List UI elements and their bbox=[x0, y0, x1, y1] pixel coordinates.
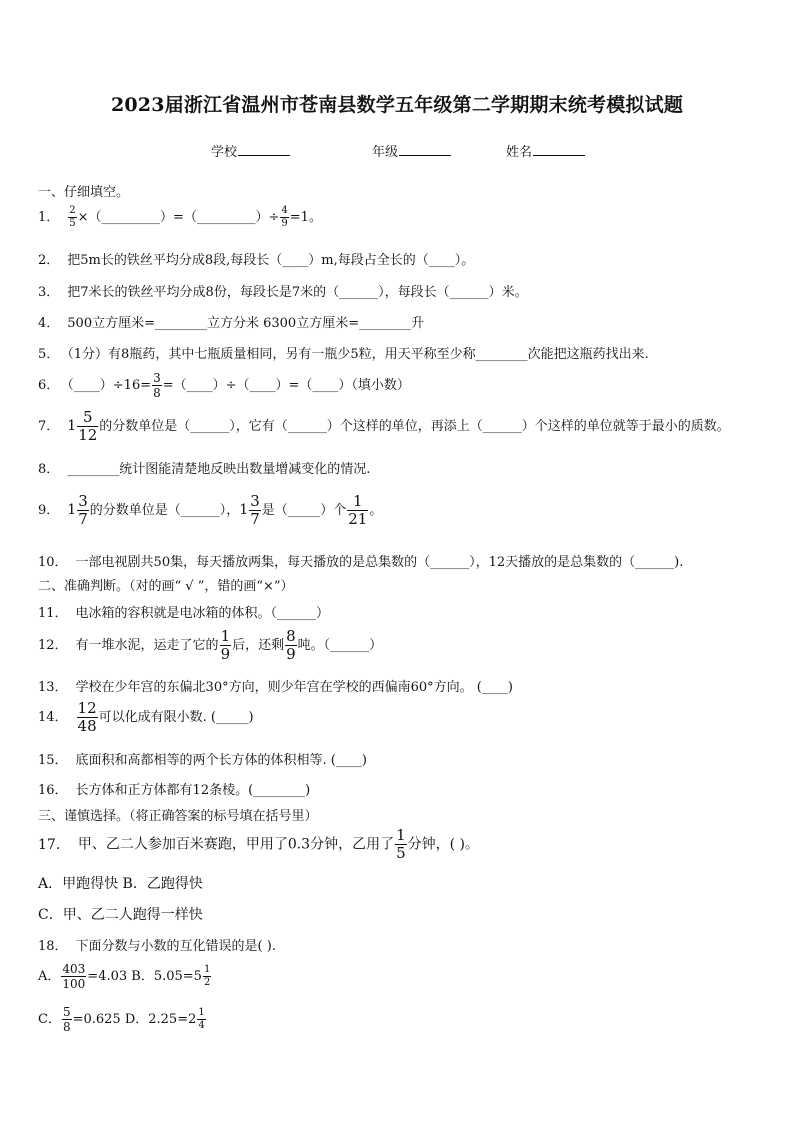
section-2-heading: 二、准确判断。（对的画“ √ ”，错的画“×”） bbox=[38, 579, 294, 594]
name-label: 姓名 bbox=[506, 145, 533, 160]
question-10: 10． 一部电视剧共50集，每天播放两集，每天播放的是总集数的（______），12天播放的是总集数的（______). bbox=[38, 555, 684, 570]
fraction: $\frac{403}{100}$ bbox=[62, 962, 86, 991]
fraction: $\frac{5}{8}$ bbox=[62, 1005, 71, 1034]
question-5: 5． （1分）有8瓶药，其中七瓶质量相同，另有一瓶少5粒，用天平称至少称________次能把这瓶药找出来. bbox=[38, 347, 649, 362]
question-9: 9． 1 $\frac{3}{7}$ 的分数单位是（______），1 $\frac{3}{7}$ 是（_____）个 $\frac{1}{21}$ 。 bbox=[38, 492, 383, 528]
question-18-options-cd: C． $\frac{5}{8}$ =0.625 D．2.25=2 $\frac{1}{4}$ bbox=[38, 1005, 205, 1034]
school-label: 学校 bbox=[211, 145, 238, 160]
section-1-heading: 一、仔细填空。 bbox=[38, 185, 130, 200]
fraction: $\frac{4}{9}$ bbox=[281, 205, 288, 229]
grade-label: 年级 bbox=[372, 145, 399, 160]
school-field bbox=[211, 141, 290, 160]
fraction: $\frac{5}{12}$ bbox=[78, 408, 98, 444]
school-blank[interactable] bbox=[238, 143, 290, 156]
fraction: $\frac{1}{21}$ bbox=[348, 492, 368, 528]
fraction: $\frac{3}{8}$ bbox=[153, 371, 161, 400]
question-18-options-ab: A． $\frac{403}{100}$ =4.03 B．5.05=5 $\frac{1}{2}$ bbox=[38, 962, 211, 991]
question-2: 2． 把5m长的铁丝平均分成8段,每段长（____）m,每段占全长的（____）。 bbox=[38, 253, 475, 268]
name-blank[interactable] bbox=[533, 143, 585, 156]
question-16: 16． 长方体和正方体都有12条棱。(________) bbox=[38, 783, 311, 798]
question-number: 1． bbox=[38, 210, 60, 225]
name-field bbox=[506, 141, 585, 160]
question-17-options-ab: A．甲跑得快 B．乙跑得快 bbox=[38, 876, 203, 892]
fraction: $\frac{2}{5}$ bbox=[69, 205, 76, 229]
question-18: 18． 下面分数与小数的互化错误的是( ). bbox=[38, 939, 276, 954]
fraction: $\frac{1}{2}$ bbox=[203, 964, 211, 988]
fraction: $\frac{1}{4}$ bbox=[198, 1007, 205, 1031]
question-14: 14． $\frac{12}{48}$ 可以化成有限小数. (_____) bbox=[38, 699, 254, 735]
question-6: 6． （____）÷16= $\frac{3}{8}$ =（____）÷（____）=（____）（填小数） bbox=[38, 371, 410, 400]
question-17-option-c: C．甲、乙二人跑得一样快 bbox=[38, 907, 203, 923]
grade-field bbox=[372, 141, 451, 160]
question-13: 13． 学校在少年宫的东偏北30°方向，则少年宫在学校的西偏南60°方向。 (____) bbox=[38, 680, 513, 695]
question-3: 3． 把7米长的铁丝平均分成8份，每段长是7米的（______），每段长（______）米。 bbox=[38, 285, 528, 300]
fraction: $\frac{8}{9}$ bbox=[286, 627, 296, 663]
question-17: 17． 甲、乙二人参加百米赛跑，甲用了0.3分钟，乙用了 $\frac{1}{5}$ 分钟，( )。 bbox=[38, 826, 480, 862]
question-7: 7． 1 $\frac{5}{12}$ 的分数单位是（______），它有（______）个这样的单位，再添上（______）个这样的单位就等于最小的质数。 bbox=[38, 408, 730, 444]
question-1: 1． $\frac{2}{5}$ ×（_________）=（_________）÷ $\frac{4}{9}$ =1。 bbox=[38, 205, 322, 229]
fraction: $\frac{3}{7}$ bbox=[250, 492, 260, 528]
fraction: $\frac{1}{9}$ bbox=[220, 627, 231, 663]
page-title: 2023届浙江省温州市苍南县数学五年级第二学期期末统考模拟试题 bbox=[110, 94, 684, 116]
section-3-heading: 三、谨慎选择。（将正确答案的标号填在括号里） bbox=[38, 809, 318, 824]
question-8: 8． ________统计图能清楚地反映出数量增减变化的情况. bbox=[38, 462, 371, 477]
question-11: 11． 电冰箱的容积就是电冰箱的体积。（______） bbox=[38, 606, 330, 621]
question-4: 4． 500立方厘米=________立方分米 6300立方厘米=________升 bbox=[38, 316, 425, 331]
fraction: $\frac{12}{48}$ bbox=[77, 699, 97, 735]
fraction: $\frac{3}{7}$ bbox=[78, 492, 88, 528]
question-12: 12． 有一堆水泥，运走了它的 $\frac{1}{9}$ 后，还剩 $\frac{8}{9}$ 吨。（______） bbox=[38, 627, 383, 663]
question-15: 15． 底面积和高都相等的两个长方体的体积相等. (____) bbox=[38, 753, 367, 768]
fraction: $\frac{1}{5}$ bbox=[396, 826, 406, 862]
grade-blank[interactable] bbox=[399, 143, 451, 156]
